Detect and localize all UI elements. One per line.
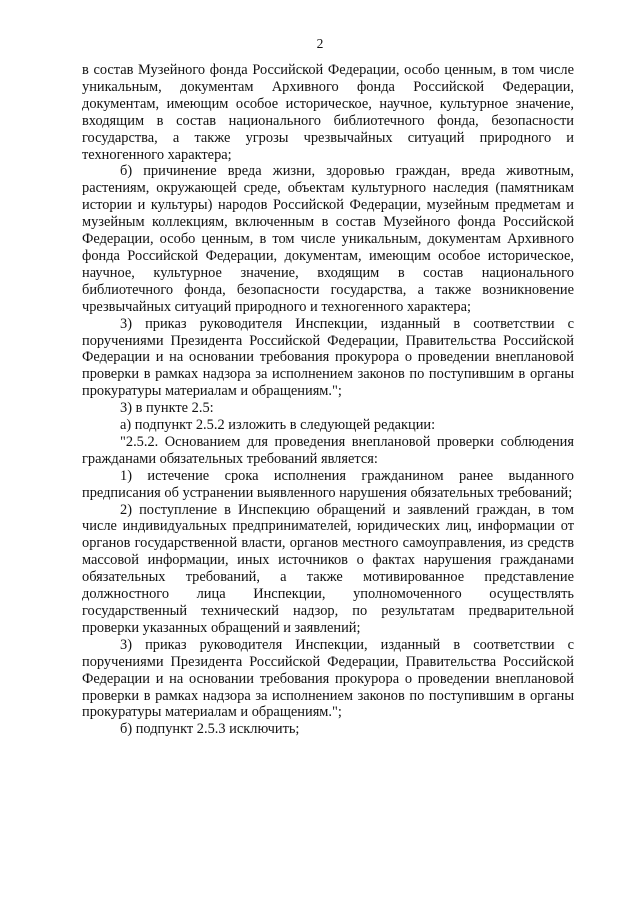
paragraph: 3) приказ руководителя Инспекции, изданный в соответствии с поручениями Президента Российской Федерации, Правительства Российской Федерации и на основании требования прокурора о проведении внеплановой проверки в рамках надзора за исполнением законов по поступившим в органы прокуратуры материалам и обращениям."; bbox=[82, 315, 574, 400]
paragraph: в состав Музейного фонда Российской Федерации, особо ценным, в том числе уникальным, документам Архивного фонда Российской Федерации, документам, имеющим особое историческое, научное, культурное значение, входящим в состав национального библиотечного фонда, безопасности государства, а также угрозы чрезвычайных ситуаций природного и техногенного характера; bbox=[82, 62, 574, 163]
paragraph: б) причинение вреда жизни, здоровью граждан, вреда животным, растениям, окружающей среде, объектам культурного наследия (памятникам истории и культуры) народов Российской Федерации, музейным предметам и музейным коллекциям, включенным в состав Музейного фонда Российской Федерации, особо ценным, в том числе уникальным, документам Архивного фонда Российской Федерации, документам, имеющим особое историческое, научное, культурное значение, входящим в состав национального библиотечного фонда, безопасности государства, а также возникновение чрезвычайных ситуаций природного и техногенного характера; bbox=[82, 163, 574, 315]
page-number: 2 bbox=[316, 36, 324, 51]
paragraph: "2.5.2. Основанием для проведения внеплановой проверки соблюдения гражданами обязательных требований является: bbox=[82, 433, 574, 467]
paragraph: б) подпункт 2.5.3 исключить; bbox=[120, 721, 300, 738]
document-body bbox=[82, 62, 574, 738]
paragraph: 3) в пункте 2.5: bbox=[120, 400, 214, 417]
paragraph: 1) истечение срока исполнения гражданином ранее выданного предписания об устранении выявленного нарушения обязательных требований; bbox=[82, 467, 574, 501]
paragraph: 3) приказ руководителя Инспекции, изданный в соответствии с поручениями Президента Российской Федерации, Правительства Российской Федерации и на основании требования прокурора о проведении внеплановой проверки в рамках надзора за исполнением законов по поступившим в органы прокуратуры материалам и обращениям."; bbox=[82, 636, 574, 721]
paragraph: 2) поступление в Инспекцию обращений и заявлений граждан, в том числе индивидуальных предпринимателей, юридических лиц, информации от органов государственной власти, органов местного самоуправления, из средств массовой информации, иных источников о фактах нарушения гражданами обязательных требований, а также мотивированное представление должностного лица Инспекции, уполномоченного осуществлять государственный технический надзор, по результатам предварительной проверки указанных обращений и заявлений; bbox=[82, 501, 574, 636]
paragraph: а) подпункт 2.5.2 изложить в следующей редакции: bbox=[120, 417, 436, 434]
